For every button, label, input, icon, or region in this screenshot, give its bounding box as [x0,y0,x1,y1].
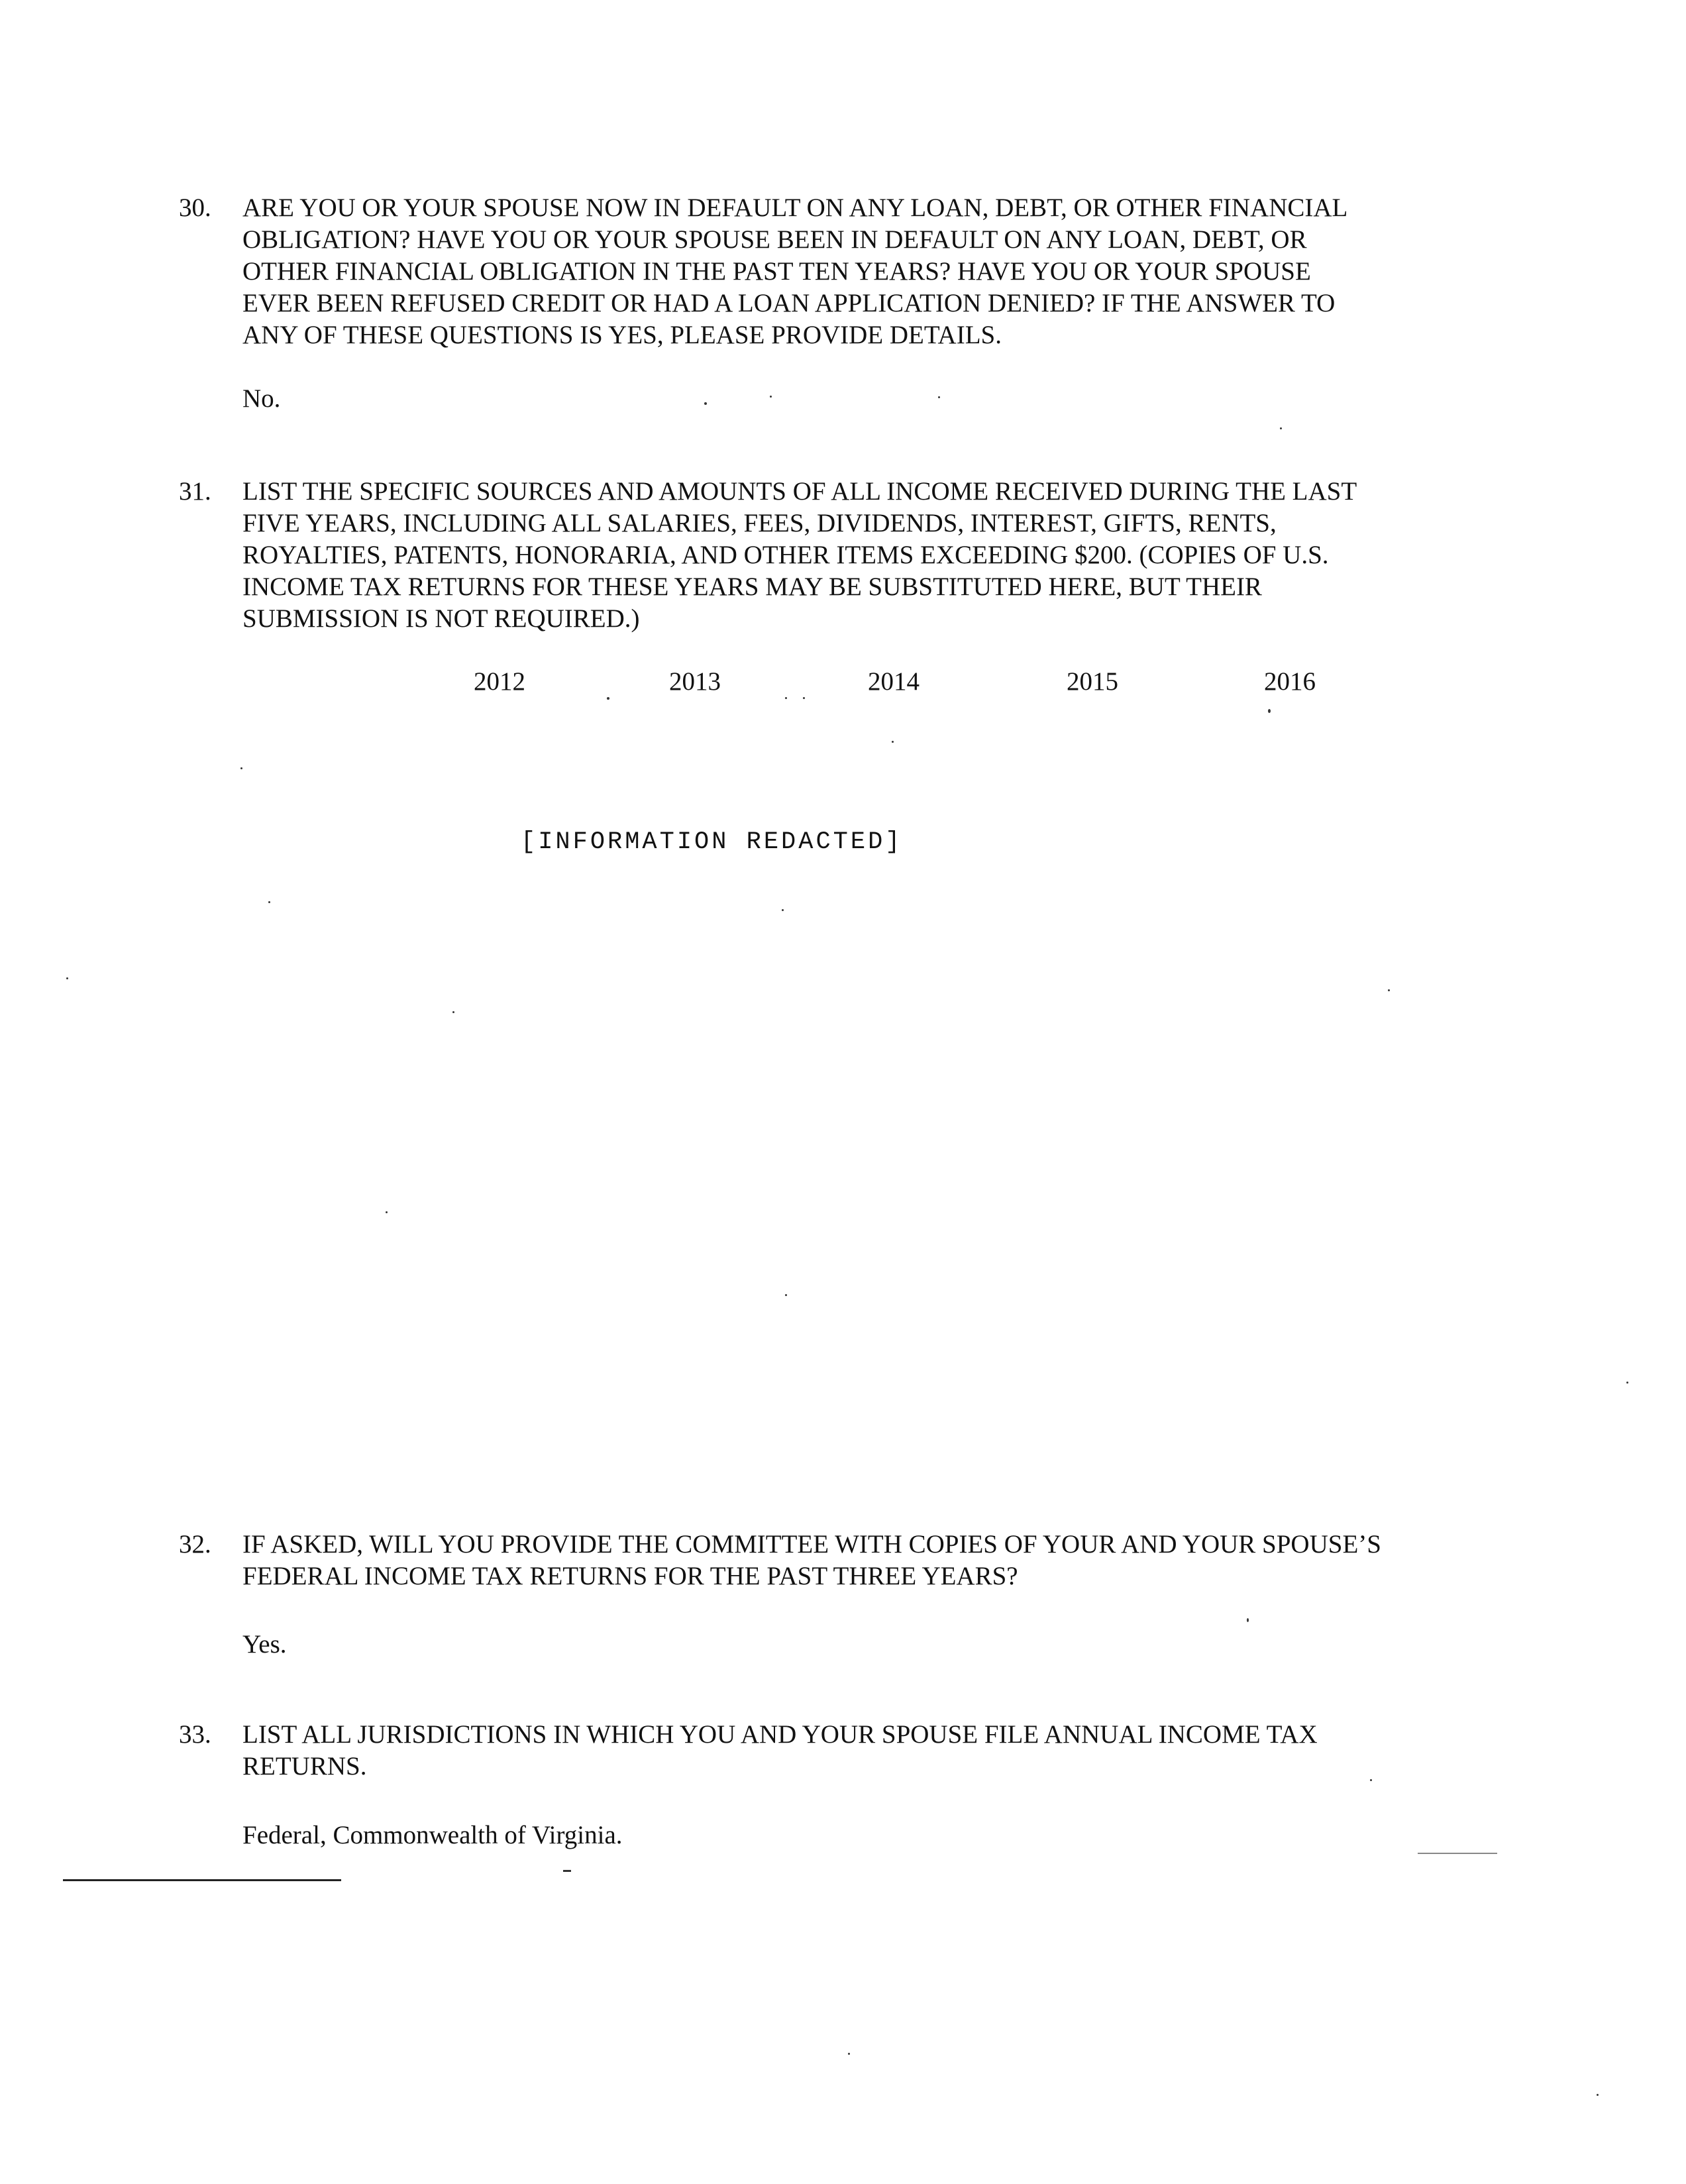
footer-rule [63,1879,341,1881]
scan-speck [1418,1853,1497,1854]
scan-speck [704,402,707,405]
question-32 [179,1529,1504,1592]
question-line: LIST THE SPECIFIC SOURCES AND AMOUNTS OF ALL INCOME RECEIVED DURING THE LAST [242,477,1357,506]
question-33 [179,1719,1504,1782]
question-number: 33. [179,1720,211,1749]
question-line: IF ASKED, WILL YOU PROVIDE THE COMMITTEE WITH COPIES OF YOUR AND YOUR SPOUSE’S [242,1530,1381,1558]
scan-speck [1280,427,1282,429]
answer-33: Federal, Commonwealth of Virginia. [242,1821,623,1849]
scan-speck [1626,1382,1628,1384]
scan-speck [1268,709,1271,713]
question-line: LIST ALL JURISDICTIONS IN WHICH YOU AND YOUR SPOUSE FILE ANNUAL INCOME TAX [242,1720,1318,1749]
scan-speck [770,396,772,398]
question-line: OBLIGATION? HAVE YOU OR YOUR SPOUSE BEEN IN DEFAULT ON ANY LOAN, DEBT, OR [242,225,1307,254]
question-number: 32. [179,1530,211,1558]
scan-speck [803,697,805,699]
question-line: FIVE YEARS, INCLUDING ALL SALARIES, FEES, DIVIDENDS, INTEREST, GIFTS, RENTS, [242,509,1277,537]
question-text [242,192,1504,351]
scan-speck [782,909,784,911]
question-30 [179,192,1504,351]
scan-speck [1597,2094,1599,2096]
scan-speck [785,1294,787,1296]
answer-32: Yes. [242,1630,287,1659]
year-heading: 2012 [474,667,525,696]
question-number: 31. [179,477,211,506]
scan-speck [785,697,787,699]
scan-speck [268,901,270,903]
scan-speck [938,396,940,398]
scan-speck [1370,1779,1372,1781]
year-heading: 2015 [1067,667,1118,696]
scan-speck [386,1211,388,1213]
question-text [242,1719,1504,1782]
scan-speck [848,2053,850,2055]
question-31 [179,476,1504,635]
question-line: OTHER FINANCIAL OBLIGATION IN THE PAST TEN YEARS? HAVE YOU OR YOUR SPOUSE [242,257,1311,286]
question-text [242,476,1504,635]
question-line: ROYALTIES, PATENTS, HONORARIA, AND OTHER ITEMS EXCEEDING $200. (COPIES OF U.S. [242,541,1329,569]
scan-speck [1388,989,1390,991]
scan-speck [240,767,242,769]
question-line: RETURNS. [242,1752,367,1780]
scan-speck [892,741,894,743]
year-heading: 2013 [669,667,721,696]
question-line: ARE YOU OR YOUR SPOUSE NOW IN DEFAULT ON ANY LOAN, DEBT, OR OTHER FINANCIAL [242,193,1348,222]
scan-speck [452,1011,454,1013]
question-line: ANY OF THESE QUESTIONS IS YES, PLEASE PROVIDE DETAILS. [242,321,1002,349]
scan-speck [607,697,609,700]
scan-speck [563,1870,571,1872]
year-heading: 2016 [1264,667,1316,696]
question-number: 30. [179,193,211,222]
question-line: SUBMISSION IS NOT REQUIRED.) [242,604,640,633]
question-text [242,1529,1504,1592]
question-line: INCOME TAX RETURNS FOR THESE YEARS MAY BE SUBSTITUTED HERE, BUT THEIR [242,573,1262,601]
scan-speck [66,977,68,979]
year-heading: 2014 [868,667,920,696]
answer-30: No. [242,384,281,413]
question-line: FEDERAL INCOME TAX RETURNS FOR THE PAST THREE YEARS? [242,1562,1018,1590]
question-line: EVER BEEN REFUSED CREDIT OR HAD A LOAN APPLICATION DENIED? IF THE ANSWER TO [242,289,1336,317]
scan-speck [1247,1618,1249,1622]
redaction-notice: [INFORMATION REDACTED] [521,828,903,856]
